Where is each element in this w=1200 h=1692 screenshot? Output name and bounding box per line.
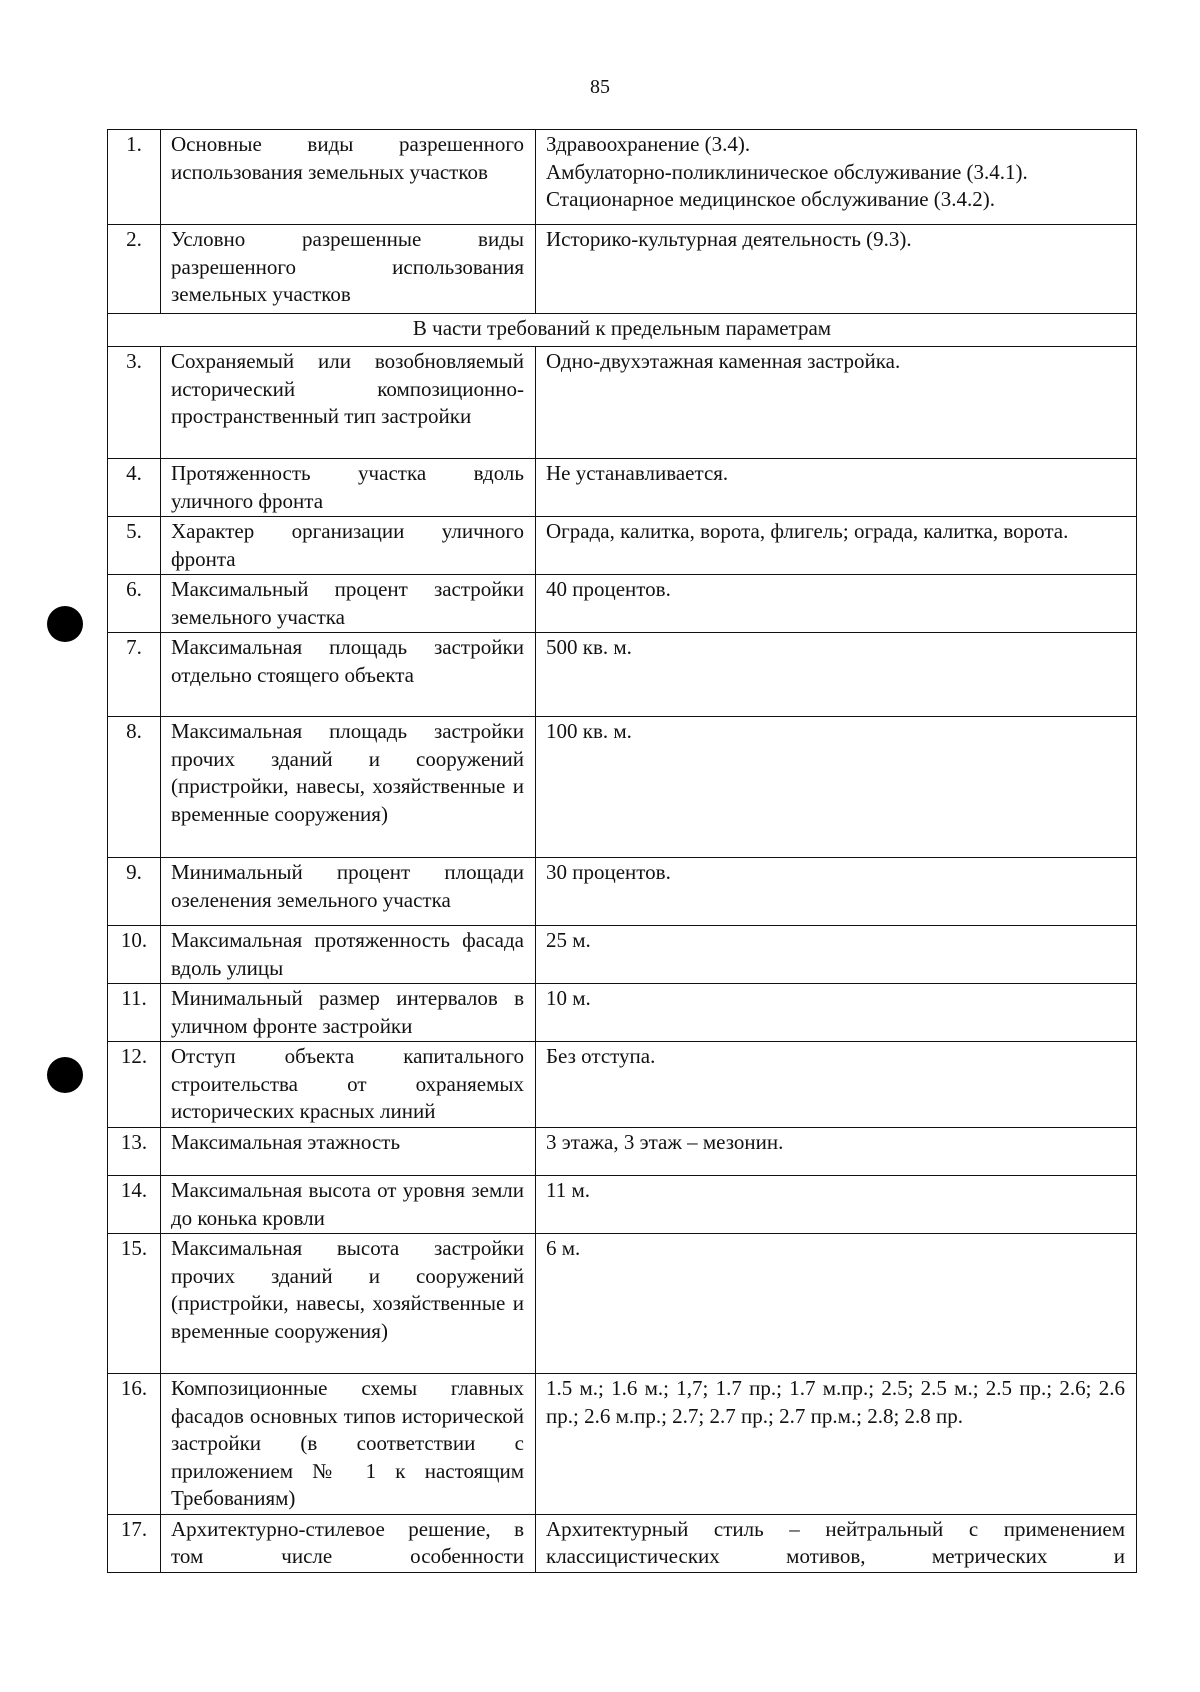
parameter-value: 30 процентов. — [536, 858, 1137, 926]
table-row — [108, 1042, 1137, 1128]
table-row — [108, 347, 1137, 459]
parameter-value: Без отступа. — [536, 1042, 1137, 1128]
table-row — [108, 130, 1137, 225]
row-number: 1. — [108, 130, 161, 225]
table-row — [108, 1374, 1137, 1515]
table-row — [108, 926, 1137, 984]
parameter-name: Условно разрешенные виды разрешенного использования земельных участков — [161, 225, 536, 314]
row-number: 6. — [108, 575, 161, 633]
row-number: 2. — [108, 225, 161, 314]
parameter-name: Максимальная площадь застройки отдельно стоящего объекта — [161, 633, 536, 717]
parameter-value: Ограда, калитка, ворота, флигель; ограда, калитка, ворота. — [536, 517, 1137, 575]
value-line: Историко-культурная деятельность (9.3). — [546, 227, 912, 251]
row-number: 11. — [108, 984, 161, 1042]
row-number: 16. — [108, 1374, 161, 1515]
row-number: 5. — [108, 517, 161, 575]
parameter-name: Максимальная высота застройки прочих зданий и сооружений (пристройки, навесы, хозяйственные и временные сооружения) — [161, 1234, 536, 1374]
parameter-name: Отступ объекта капитального строительства от охраняемых исторических красных линий — [161, 1042, 536, 1128]
table-row — [108, 858, 1137, 926]
parameter-value: 3 этажа, 3 этаж – мезонин. — [536, 1128, 1137, 1176]
parameter-value: Одно-двухэтажная каменная застройка. — [536, 347, 1137, 459]
section-header-row — [108, 314, 1137, 347]
row-number: 4. — [108, 459, 161, 517]
parameter-name: Максимальный процент застройки земельного участка — [161, 575, 536, 633]
table-row — [108, 717, 1137, 858]
value-line: Здравоохранение (3.4). — [546, 132, 751, 156]
row-number: 3. — [108, 347, 161, 459]
row-number: 14. — [108, 1176, 161, 1234]
parameter-name: Максимальная площадь застройки прочих зданий и сооружений (пристройки, навесы, хозяйственные и временные сооружения) — [161, 717, 536, 858]
parameter-value — [536, 130, 1137, 225]
table-row — [108, 225, 1137, 314]
punch-hole-mark — [47, 606, 83, 642]
table-row — [108, 1514, 1137, 1572]
table-row — [108, 1176, 1137, 1234]
parameter-name: Основные виды разрешенного использования земельных участков — [161, 130, 536, 225]
row-number: 13. — [108, 1128, 161, 1176]
parameter-value: 10 м. — [536, 984, 1137, 1042]
value-line: Амбулаторно-поликлиническое обслуживание (3.4.1). — [546, 159, 1028, 184]
parameter-value: Не устанавливается. — [536, 459, 1137, 517]
parameter-name: Сохраняемый или возобновляемый исторический композиционно-пространственный тип застройки — [161, 347, 536, 459]
parameter-value: 6 м. — [536, 1234, 1137, 1374]
table-row — [108, 459, 1137, 517]
page-number: 85 — [590, 76, 610, 98]
parameter-value: 25 м. — [536, 926, 1137, 984]
parameter-name: Максимальная высота от уровня земли до конька кровли — [161, 1176, 536, 1234]
parameter-name: Максимальная этажность — [161, 1128, 536, 1176]
row-number: 12. — [108, 1042, 161, 1128]
row-number: 15. — [108, 1234, 161, 1374]
requirements-table — [107, 129, 1137, 1573]
parameter-value: 100 кв. м. — [536, 717, 1137, 858]
parameter-name: Максимальная протяженность фасада вдоль улицы — [161, 926, 536, 984]
table-row — [108, 1128, 1137, 1176]
parameter-value: 500 кв. м. — [536, 633, 1137, 717]
parameter-value — [536, 225, 1137, 314]
parameter-value: 1.5 м.; 1.6 м.; 1,7; 1.7 пр.; 1.7 м.пр.; 2.5; 2.5 м.; 2.5 пр.; 2.6; 2.6 пр.; 2.6 м.пр.; 2.7; 2.7 пр.; 2.7 пр.м.; 2.8; 2.8 пр. — [536, 1374, 1137, 1515]
table-row — [108, 1234, 1137, 1374]
table-row — [108, 984, 1137, 1042]
parameter-name: Архитектурно-стилевое решение, в том числе особенности — [161, 1514, 536, 1572]
parameter-name: Минимальный процент площади озеленения земельного участка — [161, 858, 536, 926]
parameter-name: Характер организации уличного фронта — [161, 517, 536, 575]
row-number: 17. — [108, 1514, 161, 1572]
parameter-value: 11 м. — [536, 1176, 1137, 1234]
punch-hole-mark — [47, 1057, 83, 1093]
parameter-value: 40 процентов. — [536, 575, 1137, 633]
row-number: 10. — [108, 926, 161, 984]
table-row — [108, 517, 1137, 575]
value-line: Стационарное медицинское обслуживание (3.4.2). — [546, 187, 996, 211]
parameter-name: Минимальный размер интервалов в уличном фронте застройки — [161, 984, 536, 1042]
section-header: В части требований к предельным параметрам — [108, 314, 1137, 347]
row-number: 9. — [108, 858, 161, 926]
table-row — [108, 633, 1137, 717]
row-number: 8. — [108, 717, 161, 858]
row-number: 7. — [108, 633, 161, 717]
parameter-name: Протяженность участка вдоль уличного фронта — [161, 459, 536, 517]
parameter-value: Архитектурный стиль – нейтральный с применением классицистических мотивов, метрических и — [536, 1514, 1137, 1572]
parameter-name: Композиционные схемы главных фасадов основных типов исторической застройки (в соответствии с приложением № 1 к настоящим Требованиям) — [161, 1374, 536, 1515]
table-row — [108, 575, 1137, 633]
